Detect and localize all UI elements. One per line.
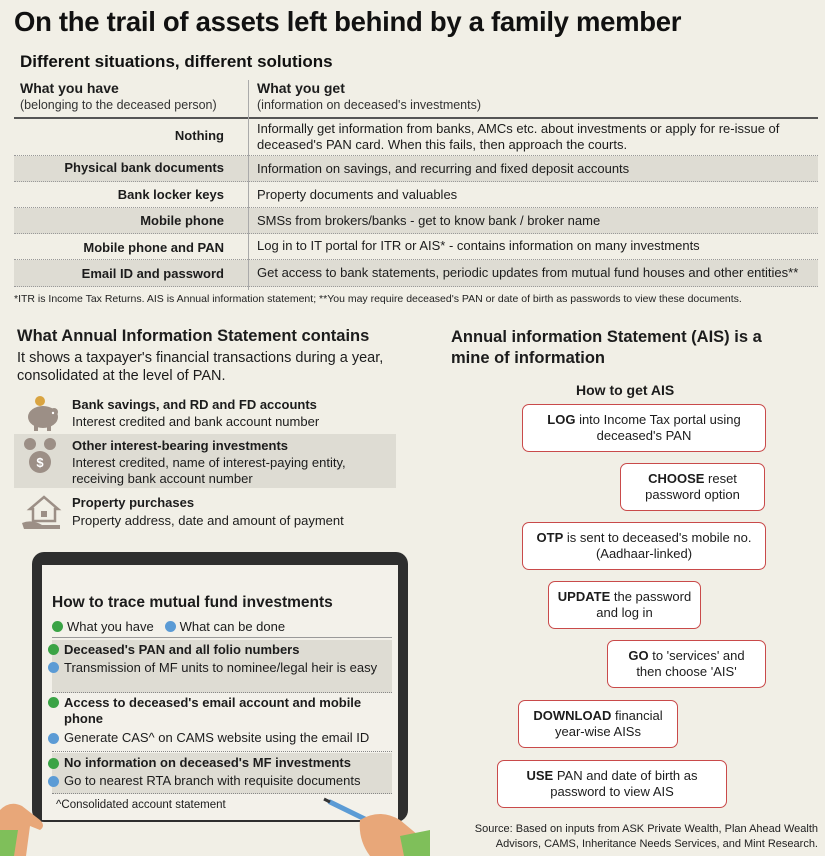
table-row	[14, 260, 818, 287]
col-get-title: What you get	[257, 80, 345, 96]
mf-done: Transmission of MF units to nominee/legal heir is easy	[64, 660, 378, 675]
table-row	[14, 208, 818, 234]
row-get: Information on savings, and recurring and fixed deposit accounts	[257, 161, 630, 176]
ais-item-text: Interest credited, name of interest-paying entity, receiving bank account number	[72, 455, 346, 486]
page-title: On the trail of assets left behind by a family member	[14, 6, 682, 37]
ais-item	[14, 393, 396, 433]
step-keyword: LOG	[547, 412, 576, 427]
step-box	[497, 760, 727, 808]
mf-done: Go to nearest RTA branch with requisite documents	[64, 773, 361, 788]
left-hand-icon	[0, 790, 70, 856]
step-text: is sent to deceased's mobile no. (Aadhaar-linked)	[563, 530, 752, 561]
mf-item	[52, 640, 392, 693]
source-note: Source: Based on inputs from ASK Private Wealth, Plan Ahead Wealth Advisors, CAMS, Inheritance Needs Services, and Mint Research.	[474, 823, 818, 850]
step-box	[522, 522, 766, 570]
step-text: into Income Tax portal using deceased's PAN	[575, 412, 741, 443]
col-get-sub: (information on deceased's investments)	[257, 98, 482, 112]
how-to-title: How to get AIS	[576, 382, 675, 398]
step-text: to 'services' and then choose 'AIS'	[636, 648, 745, 679]
step-box	[620, 463, 765, 511]
mf-have: Deceased's PAN and all folio numbers	[64, 642, 300, 657]
row-get: SMSs from brokers/banks - get to know bank / broker name	[257, 213, 601, 228]
row-get: Log in to IT portal for ITR or AIS* - contains information on many investments	[257, 238, 700, 253]
ais-item-text: Interest credited and bank account number	[72, 414, 320, 429]
step-keyword: UPDATE	[557, 589, 611, 604]
legend-done: What can be done	[179, 619, 286, 634]
blue-dot-icon	[48, 662, 59, 673]
mf-divider	[52, 637, 392, 638]
table-row	[14, 234, 818, 260]
ais-item-text: Property address, date and amount of payment	[72, 513, 344, 528]
green-dot-icon	[48, 644, 59, 655]
green-dot-icon	[52, 621, 63, 632]
ais-contents-title: What Annual Information Statement contains	[17, 327, 370, 345]
table-row	[14, 182, 818, 208]
ais-contents-desc: It shows a taxpayer's financial transactions during a year, consolidated at the level of PAN.	[17, 350, 384, 384]
ais-item	[14, 434, 396, 488]
pen-hand-icon	[300, 780, 430, 856]
col-have-sub: (belonging to the deceased person)	[20, 98, 217, 112]
step-box	[607, 640, 766, 688]
house-hand-icon	[20, 491, 64, 531]
mf-done: Generate CAS^ on CAMS website using the email ID	[64, 730, 370, 745]
step-text: PAN and date of birth as password to view AIS	[550, 768, 698, 799]
step-box	[548, 581, 701, 629]
step-box	[518, 700, 678, 748]
row-get: Get access to bank statements, periodic updates from mutual fund houses and other entities**	[257, 265, 799, 280]
piggy-bank-icon	[20, 395, 64, 435]
row-get: Property documents and valuables	[257, 187, 458, 202]
row-have: Bank locker keys	[117, 187, 224, 202]
legend-have: What you have	[67, 619, 154, 634]
coins-icon	[20, 436, 64, 476]
step-text: reset password option	[645, 471, 740, 502]
mf-title: How to trace mutual fund investments	[52, 594, 333, 611]
row-have: Email ID and password	[81, 266, 224, 281]
ais-item	[14, 489, 396, 533]
col-have-title: What you have	[20, 80, 119, 96]
ais-item-heading: Other interest-bearing investments	[72, 438, 288, 453]
step-text: financial year-wise AISs	[555, 708, 663, 739]
step-keyword: OTP	[536, 530, 564, 545]
step-keyword: CHOOSE	[648, 471, 705, 486]
row-get: Informally get information from banks, AMCs etc. about investments or apply for re-issue of deceased's PAN card. When this fails, then approach the courts.	[257, 121, 780, 152]
green-dot-icon	[48, 758, 59, 769]
table-row	[14, 119, 818, 156]
row-have: Nothing	[174, 128, 224, 143]
step-box	[522, 404, 766, 452]
blue-dot-icon	[165, 621, 176, 632]
column-divider	[248, 80, 249, 290]
mf-footnote: ^Consolidated account statement	[56, 799, 226, 811]
blue-dot-icon	[48, 776, 59, 787]
row-have: Physical bank documents	[64, 160, 224, 175]
table-row	[14, 156, 818, 182]
subtitle: Different situations, different solutions	[20, 52, 333, 71]
ais-item-heading: Bank savings, and RD and FD accounts	[72, 397, 317, 412]
step-text: the password and log in	[596, 589, 692, 620]
mf-have: No information on deceased's MF investments	[64, 755, 351, 770]
ais-item-heading: Property purchases	[72, 495, 195, 510]
step-keyword: DOWNLOAD	[533, 708, 612, 723]
mf-item	[52, 693, 392, 752]
mf-have: Access to deceased's email account and mobile phone	[64, 695, 362, 726]
row-have: Mobile phone and PAN	[83, 240, 224, 255]
mf-legend	[52, 619, 285, 634]
green-dot-icon	[48, 697, 59, 708]
step-keyword: USE	[526, 768, 554, 783]
ais-info-title: Annual information Statement (AIS) is a mine of information	[451, 328, 762, 367]
step-keyword: GO	[628, 648, 649, 663]
blue-dot-icon	[48, 733, 59, 744]
table-footnote: *ITR is Income Tax Returns. AIS is Annual information statement; **You may require deceased's PAN or date of birth as passwords to view these documents.	[14, 293, 742, 305]
row-have: Mobile phone	[140, 213, 224, 228]
svg-text:$: $	[36, 455, 44, 470]
